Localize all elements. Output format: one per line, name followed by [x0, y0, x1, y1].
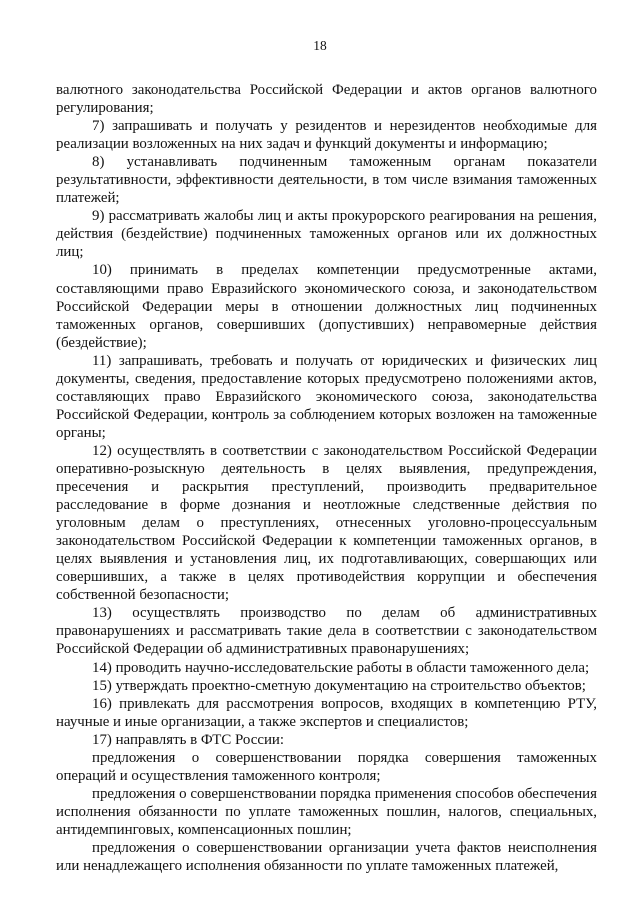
- paragraph-item-8: 8) устанавливать подчиненным таможенным органам показатели результативности, эффективности деятельности, в том числе взимания таможенных платежей;: [56, 154, 597, 207]
- paragraph-subitem-1: предложения о совершенствовании порядка совершения таможенных операций и осуществления таможенного контроля;: [56, 749, 597, 784]
- paragraph-subitem-2: предложения о совершенствовании порядка применения способов обеспечения исполнения обязанности по уплате таможенных пошлин, налогов, специальных, антидемпинговых, компенсационных пошлин;: [56, 785, 597, 838]
- paragraph-subitem-3: предложения о совершенствовании организации учета фактов неисполнения или ненадлежащего исполнения обязанности по уплате таможенных платежей,: [56, 839, 597, 875]
- paragraph-item-10: 10) принимать в пределах компетенции предусмотренные актами, составляющими право Евразийского экономического союза, и законодательством Российской Федерации меры в отношении должностных лиц подчиненных таможенных органов, совершивших (допустивших) неправомерные действия (бездействие);: [56, 262, 597, 351]
- paragraph-item-15: 15) утверждать проектно-сметную документацию на строительство объектов;: [92, 677, 586, 694]
- document-body: [56, 81, 597, 875]
- paragraph-item-9: 9) рассматривать жалобы лиц и акты прокурорского реагирования на решения, действия (бездействие) подчиненных таможенных органов или их должностных лиц;: [56, 208, 597, 261]
- page-number: 18: [313, 38, 327, 53]
- paragraph-item-17: 17) направлять в ФТС России:: [92, 731, 285, 748]
- paragraph-item-7: 7) запрашивать и получать у резидентов и нерезидентов необходимые для реализации возложенных на них задач и функций документы и информацию;: [56, 118, 597, 153]
- paragraph-continuation: валютного законодательства Российской Федерации и актов органов валютного регулирования;: [56, 82, 597, 117]
- paragraph-item-13: 13) осуществлять производство по делам об административных правонарушениях и рассматривать такие дела в соответствии с законодательством Российской Федерации об административных правонарушениях;: [56, 605, 597, 658]
- paragraph-item-11: 11) запрашивать, требовать и получать от юридических и физических лиц документы, сведения, предоставление которых предусмотрено положениями актов, составляющих право Евразийского экономического союза, законодательства Российской Федерации, контроль за соблюдением которых возложен на таможенные органы;: [56, 352, 597, 441]
- paragraph-item-14: 14) проводить научно-исследовательские работы в области таможенного дела;: [92, 659, 590, 676]
- paragraph-item-16: 16) привлекать для рассмотрения вопросов, входящих в компетенцию РТУ, научные и иные организации, а также экспертов и специалистов;: [56, 695, 597, 730]
- paragraph-item-12: 12) осуществлять в соответствии с законодательством Российской Федерации оперативно-розыскную деятельность в целях выявления, предупреждения, пресечения и раскрытия преступлений, производить предварительное расследование в форме дознания и неотложные следственные действия по уголовным делам о преступлениях, отнесенных уголовно-процессуальным законодательством Российской Федерации к компетенции таможенных органов, в целях выявления и установления лиц, их подготавливающих, совершающих или совершивших, а также в целях противодействия коррупции и обеспечения собственной безопасности;: [56, 442, 597, 604]
